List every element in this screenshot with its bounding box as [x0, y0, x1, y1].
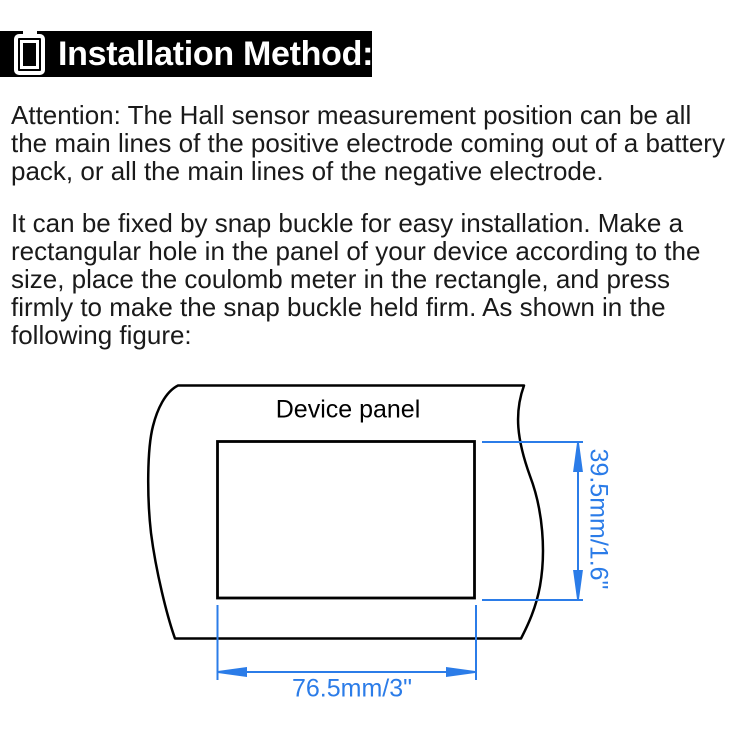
cutout-rectangle [218, 442, 475, 599]
arrow-right [447, 668, 475, 676]
arrow-left [218, 668, 246, 676]
text-line: pack, or all the main lines of the negative electrode. [11, 156, 604, 186]
text-line: the main lines of the positive electrode coming out of a battery [11, 128, 725, 158]
text-line: firmly to make the snap buckle held firm. As shown in the [11, 292, 666, 322]
device-panel-label: Device panel [275, 395, 421, 424]
text-line: following figure: [11, 320, 192, 350]
text-line: It can be fixed by snap buckle for easy installation. Make a [11, 208, 684, 238]
arrow-up [574, 443, 582, 471]
text-line: rectangular hole in the panel of your device according to the [11, 236, 701, 266]
arrow-down [574, 571, 582, 599]
text-line: size, place the coulomb meter in the rectangle, and press [11, 264, 671, 294]
text-line: Attention: The Hall sensor measurement position can be all [11, 100, 692, 130]
page-title: Installation Method: [58, 34, 374, 73]
cutout-width-dimension-label: 76.5mm/3" [291, 674, 413, 703]
cutout-height-dimension-label: 39.5mm/1.6" [584, 448, 613, 590]
